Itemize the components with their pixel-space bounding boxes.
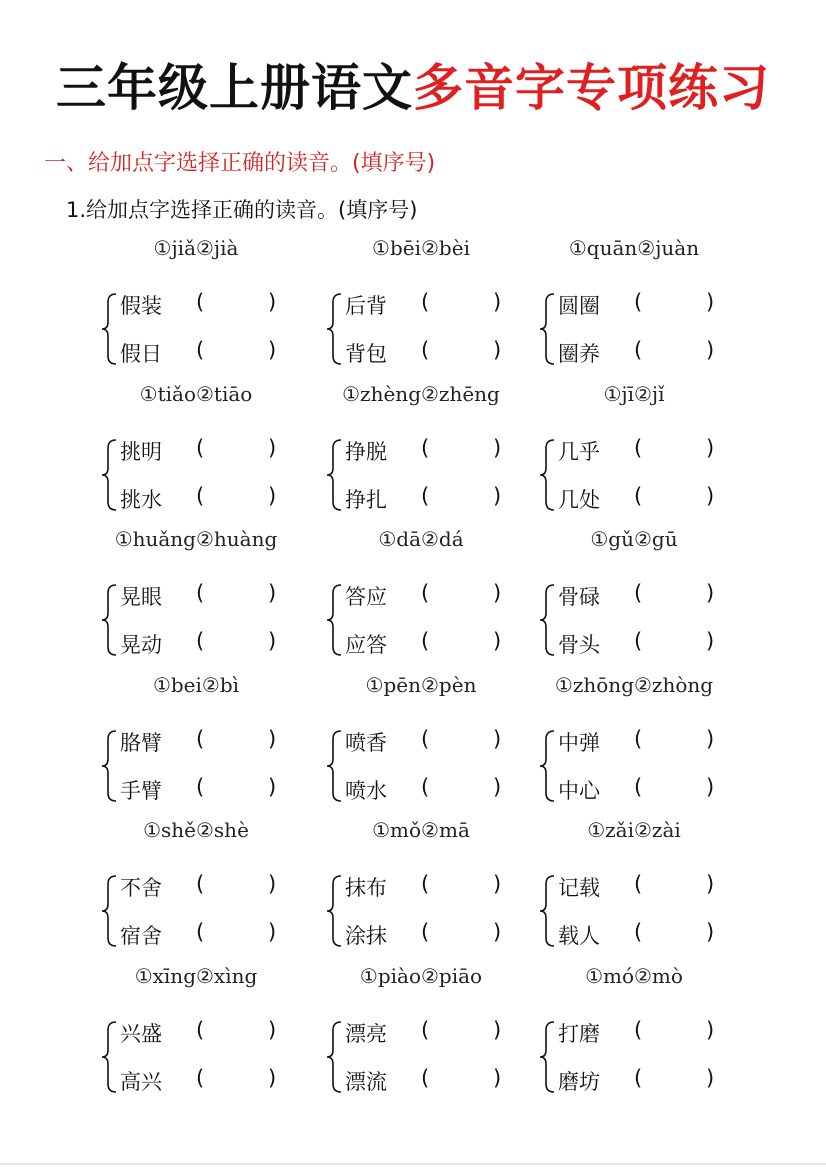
- word-text: 答应: [345, 585, 387, 609]
- answer-blank[interactable]: [210, 1018, 266, 1044]
- word-text: 挑水: [120, 487, 162, 512]
- word-item: [345, 338, 502, 368]
- exercise-row: [96, 673, 716, 819]
- answer-blank[interactable]: [435, 727, 491, 753]
- title-red-part: 多音字专项练习: [413, 59, 770, 117]
- word-text: 胳臂: [120, 730, 162, 755]
- paren-close: ): [706, 483, 715, 508]
- word-text: 骨碌: [558, 585, 600, 609]
- word-item: [345, 435, 502, 466]
- pinyin-options: ①tiǎo②tiāo: [139, 381, 253, 406]
- answer-blank[interactable]: [210, 1066, 266, 1092]
- pinyin-options: ①jī②jǐ: [603, 381, 665, 406]
- answer-blank[interactable]: [435, 338, 491, 364]
- pinyin-options: ①shě②shè: [143, 818, 249, 842]
- paren-open: (: [634, 1017, 643, 1042]
- word-text: 兴盛: [120, 1021, 162, 1046]
- paren-open: (: [421, 435, 430, 460]
- answer-blank[interactable]: [210, 727, 266, 753]
- word-text: 假日: [120, 342, 162, 366]
- word-item: [345, 629, 502, 659]
- paren-open: (: [196, 774, 205, 799]
- paren-open: (: [421, 290, 430, 314]
- brace-icon: [100, 292, 120, 366]
- answer-blank[interactable]: [210, 290, 266, 316]
- paren-close: ): [268, 872, 277, 896]
- word-item: [345, 581, 502, 611]
- section-heading: 一、给加点字选择正确的读音。(填序号): [44, 151, 436, 176]
- title-black-part: 三年级上册语文: [56, 59, 413, 117]
- word-text: 中弹: [558, 730, 600, 755]
- answer-blank[interactable]: [210, 338, 266, 364]
- word-item: [345, 290, 502, 320]
- answer-blank[interactable]: [210, 629, 266, 655]
- brace-icon: [100, 1020, 120, 1094]
- answer-blank[interactable]: [648, 920, 704, 946]
- paren-open: (: [634, 290, 643, 314]
- paren-close: ): [706, 629, 715, 653]
- paren-open: (: [196, 435, 205, 460]
- paren-close: ): [493, 774, 502, 799]
- exercise-row: [96, 527, 716, 673]
- answer-blank[interactable]: [648, 629, 704, 655]
- brace-icon: [538, 292, 558, 366]
- word-item: [120, 726, 277, 757]
- answer-blank[interactable]: [648, 1018, 704, 1044]
- exercise-grid: [96, 236, 716, 1109]
- paren-close: ): [706, 338, 715, 362]
- word-text: 记载: [558, 876, 600, 900]
- answer-blank[interactable]: [648, 581, 704, 607]
- brace-icon: [538, 438, 558, 512]
- answer-blank[interactable]: [435, 872, 491, 898]
- word-item: [345, 726, 502, 757]
- pinyin-options: ①huǎng②huàng: [114, 527, 278, 551]
- paren-close: ): [268, 290, 277, 314]
- word-item: [120, 338, 277, 368]
- pinyin-options: ①gǔ②gū: [590, 527, 678, 551]
- paren-close: ): [706, 774, 715, 799]
- paren-close: ): [706, 290, 715, 314]
- word-item: [558, 581, 715, 611]
- answer-blank[interactable]: [435, 484, 491, 510]
- paren-close: ): [268, 920, 277, 944]
- paren-close: ): [268, 1065, 277, 1090]
- word-text: 挣脱: [345, 439, 387, 464]
- word-item: [345, 920, 502, 950]
- answer-blank[interactable]: [435, 920, 491, 946]
- brace-icon: [538, 1020, 558, 1094]
- word-text: 喷水: [345, 778, 387, 803]
- answer-blank[interactable]: [210, 484, 266, 510]
- word-text: 挑明: [120, 439, 162, 464]
- word-text: 涂抹: [345, 924, 387, 948]
- word-text: 几乎: [558, 439, 600, 464]
- word-text: 打磨: [558, 1021, 600, 1046]
- word-item: [345, 774, 502, 805]
- answer-blank[interactable]: [648, 1066, 704, 1092]
- word-item: [558, 774, 715, 805]
- paren-open: (: [421, 1065, 430, 1090]
- word-item: [120, 1065, 277, 1096]
- pinyin-options: ①bei②bì: [152, 672, 240, 697]
- word-text: 磨坊: [558, 1069, 600, 1094]
- paren-close: ): [706, 581, 715, 605]
- paren-open: (: [421, 1017, 430, 1042]
- answer-blank[interactable]: [435, 1018, 491, 1044]
- paren-open: (: [196, 338, 205, 362]
- paren-close: ): [493, 338, 502, 362]
- brace-icon: [100, 874, 120, 948]
- paren-close: ): [706, 872, 715, 896]
- paren-open: (: [634, 338, 643, 362]
- word-text: 宿舍: [120, 924, 162, 948]
- exercise-row: [96, 382, 716, 528]
- word-item: [120, 774, 277, 805]
- paren-open: (: [196, 872, 205, 896]
- word-text: 漂亮: [345, 1021, 387, 1046]
- word-item: [558, 290, 715, 320]
- paren-open: (: [196, 581, 205, 605]
- brace-icon: [325, 1020, 345, 1094]
- brace-icon: [325, 438, 345, 512]
- answer-blank[interactable]: [210, 436, 266, 462]
- brace-icon: [100, 729, 120, 803]
- paren-open: (: [421, 726, 430, 751]
- paren-open: (: [196, 629, 205, 653]
- word-item: [120, 581, 277, 611]
- word-text: 几处: [558, 487, 600, 512]
- paren-open: (: [634, 435, 643, 460]
- word-item: [558, 1065, 715, 1096]
- paren-open: (: [421, 920, 430, 944]
- paren-close: ): [493, 1065, 502, 1090]
- paren-close: ): [268, 338, 277, 362]
- answer-blank[interactable]: [435, 436, 491, 462]
- paren-close: ): [493, 726, 502, 751]
- pinyin-options: ①mó②mò: [585, 963, 683, 988]
- answer-blank[interactable]: [648, 290, 704, 316]
- question-instruction: 1.给加点字选择正确的读音。(填序号): [66, 198, 418, 222]
- paren-close: ): [706, 1065, 715, 1090]
- word-item: [345, 1017, 502, 1048]
- brace-icon: [325, 729, 345, 803]
- pinyin-options: ①dā②dá: [378, 527, 464, 551]
- paren-close: ): [706, 435, 715, 460]
- word-item: [558, 920, 715, 950]
- page-title: [0, 48, 826, 120]
- paren-open: (: [634, 726, 643, 751]
- word-text: 晃动: [120, 633, 162, 657]
- word-item: [345, 483, 502, 514]
- pinyin-options: ①jiǎ②jià: [153, 236, 239, 260]
- paren-close: ): [493, 290, 502, 314]
- paren-close: ): [493, 483, 502, 508]
- answer-blank[interactable]: [435, 581, 491, 607]
- paren-close: ): [268, 581, 277, 605]
- paren-open: (: [196, 290, 205, 314]
- paren-open: (: [421, 581, 430, 605]
- brace-icon: [100, 583, 120, 657]
- word-text: 晃眼: [120, 585, 162, 609]
- pinyin-options: ①zhōng②zhòng: [554, 672, 714, 697]
- paren-close: ): [493, 872, 502, 896]
- answer-blank[interactable]: [210, 581, 266, 607]
- answer-blank[interactable]: [648, 484, 704, 510]
- word-item: [558, 338, 715, 368]
- word-text: 后背: [345, 294, 387, 318]
- pinyin-options: ①pēn②pèn: [365, 672, 477, 697]
- pinyin-options: ①piào②piāo: [359, 963, 483, 988]
- paren-open: (: [196, 726, 205, 751]
- paren-open: (: [634, 774, 643, 799]
- word-text: 背包: [345, 342, 387, 366]
- paren-close: ): [493, 435, 502, 460]
- paren-close: ): [268, 629, 277, 653]
- word-text: 不舍: [120, 876, 162, 900]
- paren-close: ): [268, 483, 277, 508]
- brace-icon: [325, 583, 345, 657]
- paren-open: (: [196, 920, 205, 944]
- word-item: [120, 1017, 277, 1048]
- word-item: [120, 435, 277, 466]
- exercise-row: [96, 818, 716, 964]
- paren-open: (: [421, 629, 430, 653]
- word-item: [558, 1017, 715, 1048]
- answer-blank[interactable]: [210, 872, 266, 898]
- answer-blank[interactable]: [210, 920, 266, 946]
- answer-blank[interactable]: [210, 775, 266, 801]
- brace-icon: [325, 292, 345, 366]
- word-item: [558, 435, 715, 466]
- word-text: 高兴: [120, 1069, 162, 1094]
- answer-blank[interactable]: [648, 872, 704, 898]
- paren-close: ): [268, 774, 277, 799]
- word-text: 漂流: [345, 1069, 387, 1094]
- paren-close: ): [493, 581, 502, 605]
- paren-close: ): [268, 435, 277, 460]
- word-item: [120, 872, 277, 902]
- paren-open: (: [634, 629, 643, 653]
- word-item: [120, 290, 277, 320]
- paren-close: ): [706, 920, 715, 944]
- paren-open: (: [634, 581, 643, 605]
- word-text: 圈养: [558, 342, 600, 366]
- answer-blank[interactable]: [435, 629, 491, 655]
- pinyin-options: ①mǒ②mā: [372, 818, 470, 842]
- brace-icon: [538, 729, 558, 803]
- word-text: 应答: [345, 633, 387, 657]
- word-text: 手臂: [120, 778, 162, 803]
- brace-icon: [325, 874, 345, 948]
- answer-blank[interactable]: [648, 775, 704, 801]
- paren-open: (: [421, 338, 430, 362]
- answer-blank[interactable]: [648, 338, 704, 364]
- answer-blank[interactable]: [435, 1066, 491, 1092]
- pinyin-options: ①quān②juàn: [568, 236, 700, 260]
- word-item: [345, 1065, 502, 1096]
- word-text: 抹布: [345, 876, 387, 900]
- brace-icon: [100, 438, 120, 512]
- paren-open: (: [634, 872, 643, 896]
- paren-close: ): [706, 726, 715, 751]
- pinyin-options: ①zǎi②zài: [587, 818, 681, 842]
- pinyin-options: ①zhèng②zhēng: [342, 381, 500, 406]
- brace-icon: [538, 583, 558, 657]
- word-text: 中心: [558, 778, 600, 803]
- word-item: [558, 483, 715, 514]
- word-item: [345, 872, 502, 902]
- paren-open: (: [634, 920, 643, 944]
- word-text: 载人: [558, 924, 600, 948]
- word-item: [558, 872, 715, 902]
- answer-blank[interactable]: [435, 290, 491, 316]
- paren-close: ): [493, 629, 502, 653]
- word-item: [120, 629, 277, 659]
- word-text: 圆圈: [558, 294, 600, 318]
- word-text: 喷香: [345, 730, 387, 755]
- paren-open: (: [421, 872, 430, 896]
- word-item: [120, 920, 277, 950]
- pinyin-options: ①xīng②xìng: [134, 963, 258, 988]
- paren-close: ): [268, 726, 277, 751]
- paren-open: (: [421, 774, 430, 799]
- paren-open: (: [421, 483, 430, 508]
- word-item: [120, 483, 277, 514]
- paren-open: (: [634, 483, 643, 508]
- word-text: 挣扎: [345, 487, 387, 512]
- paren-close: ): [493, 1017, 502, 1042]
- paren-open: (: [196, 1017, 205, 1042]
- exercise-row: [96, 236, 716, 382]
- word-text: 骨头: [558, 633, 600, 657]
- answer-blank[interactable]: [435, 775, 491, 801]
- exercise-row: [96, 964, 716, 1110]
- answer-blank[interactable]: [648, 727, 704, 753]
- paren-open: (: [196, 483, 205, 508]
- paren-close: ): [706, 1017, 715, 1042]
- paren-open: (: [196, 1065, 205, 1090]
- pinyin-options: ①bēi②bèi: [372, 236, 470, 260]
- word-item: [558, 629, 715, 659]
- word-text: 假装: [120, 294, 162, 318]
- paren-close: ): [493, 920, 502, 944]
- paren-open: (: [634, 1065, 643, 1090]
- answer-blank[interactable]: [648, 436, 704, 462]
- brace-icon: [538, 874, 558, 948]
- word-item: [558, 726, 715, 757]
- paren-close: ): [268, 1017, 277, 1042]
- bottom-divider: [0, 1163, 826, 1165]
